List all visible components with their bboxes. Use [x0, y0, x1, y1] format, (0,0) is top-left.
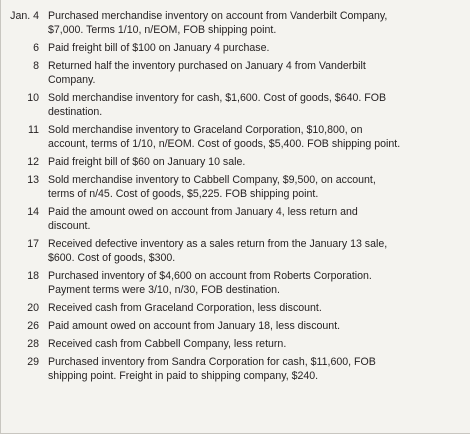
transaction-entry — [1, 91, 470, 123]
transaction-description: Sold merchandise inventory to Graceland Corporation, $10,800, on account, terms of 1/10, n/EOM. Cost of goods, $5,400. FOB shipping point. — [48, 124, 401, 150]
transaction-entry — [1, 155, 470, 173]
transaction-date: 11 — [28, 124, 39, 136]
transaction-entry — [1, 41, 470, 59]
transaction-date: 12 — [27, 156, 39, 168]
transaction-entry — [1, 9, 470, 41]
transaction-description: Received defective inventory as a sales return from the January 13 sale, $600. Cost of goods, $300. — [48, 238, 388, 264]
transaction-entry — [1, 59, 470, 91]
transaction-date: 28 — [27, 338, 39, 350]
transaction-date: 13 — [27, 174, 39, 186]
transaction-description: Received cash from Cabbell Company, less return. — [48, 338, 287, 350]
transaction-entry — [1, 237, 470, 269]
transaction-entry — [1, 319, 470, 337]
transaction-description: Sold merchandise inventory for cash, $1,600. Cost of goods, $640. FOB destination. — [48, 92, 387, 118]
transaction-description: Returned half the inventory purchased on January 4 from Vanderbilt Company. — [48, 60, 366, 86]
transaction-description: Sold merchandise inventory to Cabbell Company, $9,500, on account, terms of n/45. Cost of goods, $5,225. FOB shipping point. — [48, 174, 376, 200]
transaction-description: Paid the amount owed on account from January 4, less return and discount. — [48, 206, 358, 232]
transaction-entry — [1, 269, 470, 301]
transaction-date: 8 — [33, 60, 39, 72]
transaction-date: 26 — [27, 320, 39, 332]
transaction-description: Received cash from Graceland Corporation, less discount. — [48, 302, 322, 314]
transaction-description: Paid freight bill of $100 on January 4 purchase. — [48, 42, 270, 54]
transaction-date: 6 — [33, 42, 39, 54]
transaction-description: Purchased merchandise inventory on account from Vanderbilt Company, $7,000. Terms 1/10, n/EOM, FOB shipping point. — [48, 10, 388, 36]
transaction-description: Paid freight bill of $60 on January 10 sale. — [48, 156, 246, 168]
transaction-entry — [1, 123, 470, 155]
transaction-description: Paid amount owed on account from January 18, less discount. — [48, 320, 341, 332]
transaction-date: 17 — [27, 238, 39, 250]
transaction-date: Jan. 4 — [10, 10, 39, 22]
transaction-description: Purchased inventory from Sandra Corporation for cash, $11,600, FOB shipping point. Freight in paid to shipping company, $240. — [48, 356, 376, 382]
transaction-date: 20 — [27, 302, 39, 314]
transaction-entry — [1, 205, 470, 237]
transaction-date: 10 — [27, 92, 39, 104]
transaction-date: 14 — [27, 206, 39, 218]
transaction-entry — [1, 301, 470, 319]
transaction-date: 29 — [27, 356, 39, 368]
transaction-description: Purchased inventory of $4,600 on account from Roberts Corporation. Payment terms were 3/10, n/30, FOB destination. — [48, 270, 372, 296]
transaction-entry — [1, 355, 470, 387]
transaction-entry — [1, 337, 470, 355]
transaction-entry — [1, 173, 470, 205]
transaction-date: 18 — [27, 270, 39, 282]
